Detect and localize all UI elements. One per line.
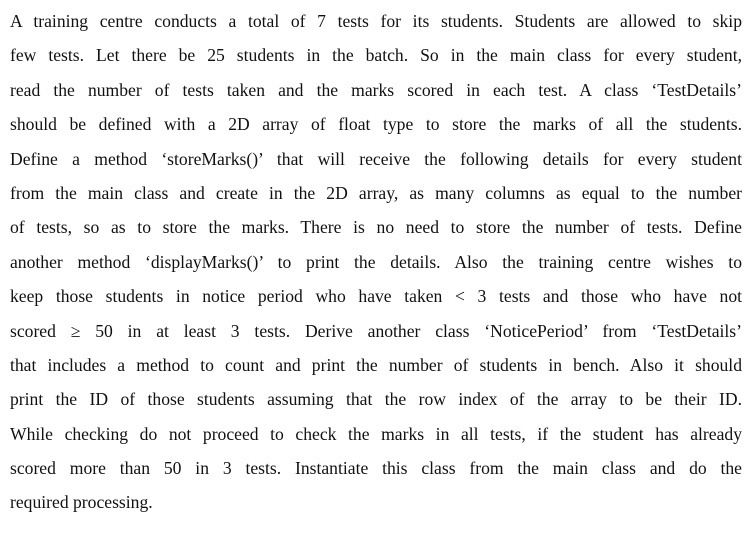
text-line: few tests. Let there be 25 students in the batch. So in the main class for every student, <box>10 45 742 66</box>
text-line: scored ≥ 50 in at least 3 tests. Derive another class ‘NoticePeriod’ from ‘TestDetails’ <box>10 320 742 341</box>
text-line: print the ID of those students assuming that the row index of the array to be their ID. <box>10 389 742 410</box>
text-line: scored more than 50 in 3 tests. Instantiate this class from the main class and do the <box>10 458 742 479</box>
text-line: required processing. <box>10 492 153 513</box>
problem-statement <box>10 4 742 520</box>
text-line: from the main class and create in the 2D array, as many columns as equal to the number <box>10 182 742 203</box>
text-line: keep those students in notice period who have taken < 3 tests and those who have not <box>10 286 742 307</box>
text-line: that includes a method to count and print the number of students in bench. Also it should <box>10 354 742 375</box>
text-line: another method ‘displayMarks()’ to print the details. Also the training centre wishes to <box>10 251 742 272</box>
text-line: of tests, so as to store the marks. There is no need to store the number of tests. Define <box>10 217 742 238</box>
text-line: should be defined with a 2D array of float type to store the marks of all the students. <box>10 114 742 135</box>
text-line: While checking do not proceed to check the marks in all tests, if the student has already <box>10 423 742 444</box>
text-line: read the number of tests taken and the marks scored in each test. A class ‘TestDetails’ <box>10 79 742 100</box>
text-line: Define a method ‘storeMarks()’ that will receive the following details for every student <box>10 148 742 169</box>
text-line: A training centre conducts a total of 7 tests for its students. Students are allowed to skip <box>10 11 742 31</box>
